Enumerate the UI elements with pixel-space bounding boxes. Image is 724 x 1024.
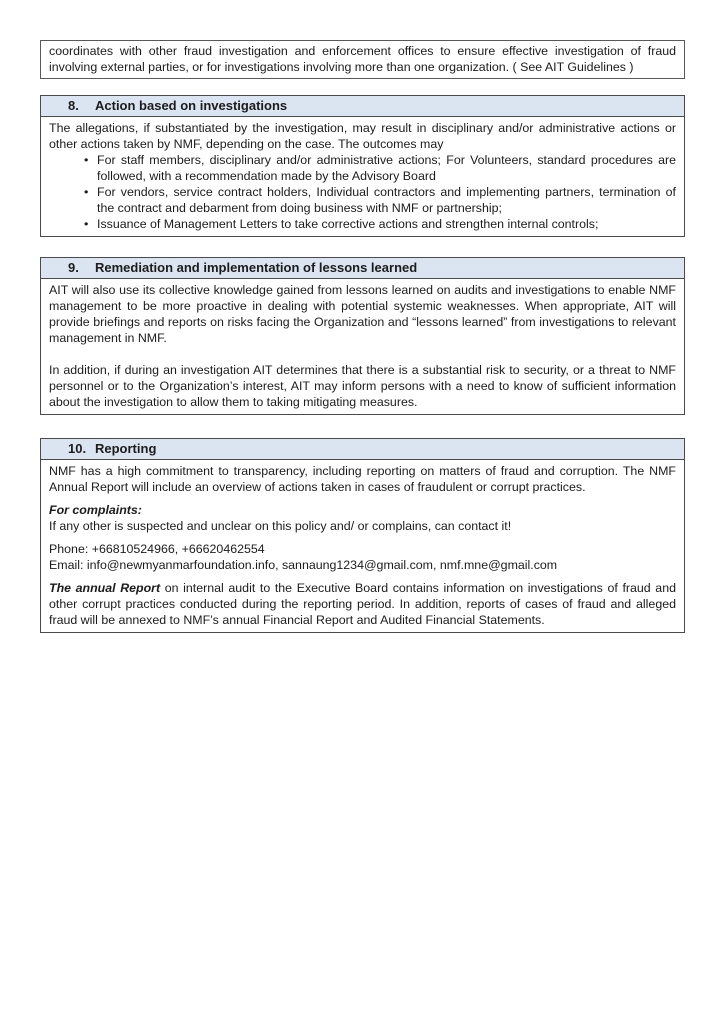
section-8-header	[41, 96, 684, 117]
section-8-number: 8.	[68, 98, 79, 113]
phone-line: Phone: +66810524966, +66620462554	[49, 542, 265, 556]
section-8-intro: The allegations, if substantiated by the investigation, may result in disciplinary and/or administrative actions or other actions taken by NMF, depending on the case. The outcomes may	[49, 121, 676, 151]
bullet-item: • For staff members, disciplinary and/or administrative actions; For Volunteers, standard procedures are followed, with a recommendation made by the Advisory Board	[97, 152, 676, 184]
annual-report-lead: The annual Report	[49, 581, 161, 595]
section-9-number: 9.	[68, 260, 79, 275]
section-10-title: Reporting	[95, 441, 157, 456]
continuation-text-box	[40, 40, 685, 79]
section-reporting	[40, 438, 685, 633]
section-9-paragraph-2: In addition, if during an investigation AIT determines that there is a substantial risk to security, or a threat to NMF personnel or to the Organization’s interest, AIT may inform persons with a need to know of sufficient information about the investigation to allow them to taking mitigating measures.	[49, 363, 676, 409]
section-8-bullet-list	[49, 152, 676, 232]
annual-report-paragraph	[49, 580, 676, 628]
continuation-paragraph: coordinates with other fraud investigation and enforcement offices to ensure effective investigation of fraud involving external parties, or for investigations involving more than one organization. ( See AIT Guidelines )	[49, 44, 676, 74]
document-content	[40, 40, 685, 633]
section-8-body	[41, 117, 684, 236]
complaints-heading: For complaints:	[49, 503, 142, 517]
email-line: Email: info@newmyanmarfoundation.info, sannaung1234@gmail.com, nmf.mne@gmail.com	[49, 558, 558, 572]
blank-line	[49, 495, 676, 502]
section-10-number: 10.	[68, 441, 87, 456]
complaints-text: If any other is suspected and unclear on this policy and/ or complains, can contact it!	[49, 519, 512, 533]
section-9-header	[41, 258, 684, 279]
section-9-body	[41, 279, 684, 414]
section-10-header	[41, 439, 684, 460]
section-action-based-on-investigations	[40, 95, 685, 237]
section-8-title: Action based on investigations	[95, 98, 288, 113]
bullet-item: • Issuance of Management Letters to take corrective actions and strengthen internal controls;	[97, 216, 676, 232]
section-remediation-lessons-learned	[40, 257, 685, 415]
bullet-item: • For vendors, service contract holders, Individual contractors and implementing partners, termination of the contract and debarment from doing business with NMF or partnership;	[97, 184, 676, 216]
section-10-paragraph-1: NMF has a high commitment to transparency, including reporting on matters of fraud and corruption. The NMF Annual Report will include an overview of actions taken in cases of fraudulent or corrupt practices.	[49, 464, 676, 494]
section-10-body	[41, 460, 684, 632]
section-9-paragraph-1: AIT will also use its collective knowledge gained from lessons learned on audits and investigations to enable NMF management to be more proactive in dealing with potential systemic weaknesses. When appropriate, AIT will provide briefings and reports on risks facing the Organization and “lessons learned” from investigations to relevant management in NMF.	[49, 283, 676, 345]
section-9-title: Remediation and implementation of lessons learned	[95, 260, 418, 275]
blank-line	[49, 573, 676, 580]
annual-report-text: on internal audit to the Executive Board contains information on investigations of fraud and other corrupt practices conducted during the reporting period. In addition, reports of cases of fraud and alleged fraud will be annexed to NMF’s annual Financial Report and Audited Financial Statements.	[49, 581, 676, 627]
blank-line	[49, 346, 676, 362]
blank-line	[49, 534, 676, 541]
